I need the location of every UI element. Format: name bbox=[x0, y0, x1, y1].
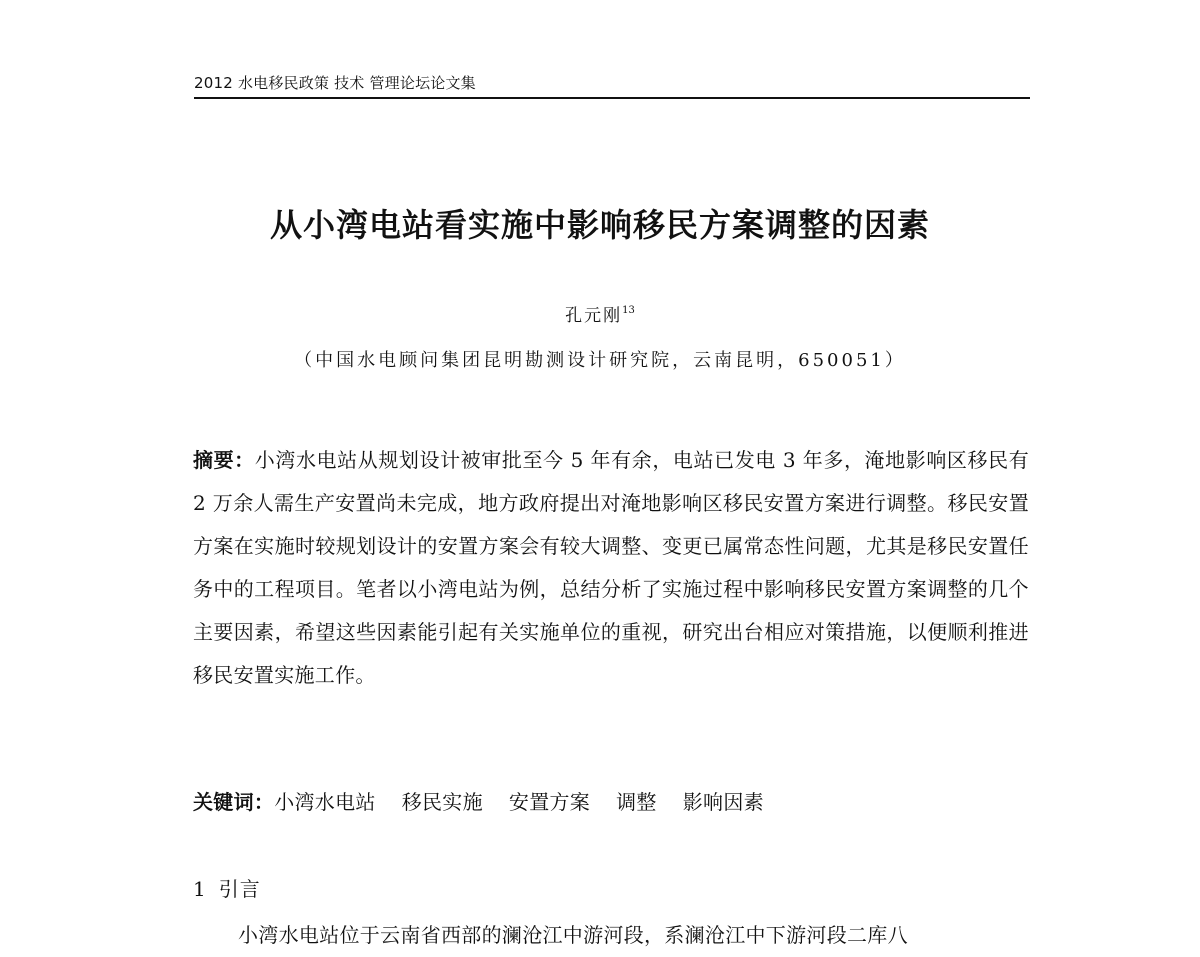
keyword-item: 安置方案 bbox=[508, 790, 591, 814]
section-number: 1 bbox=[193, 877, 207, 901]
section-title: 引言 bbox=[218, 877, 261, 901]
keyword-item: 调整 bbox=[616, 790, 657, 814]
author-line bbox=[0, 298, 1200, 329]
keywords-label: 关键词： bbox=[193, 790, 275, 814]
body-paragraph: 小湾水电站位于云南省西部的澜沧江中游河段，系澜沧江中下游河段二库八 bbox=[238, 923, 908, 947]
keywords bbox=[193, 781, 1029, 824]
keyword-item: 影响因素 bbox=[682, 790, 764, 814]
abstract bbox=[193, 439, 1029, 697]
keyword-item: 移民实施 bbox=[401, 790, 483, 814]
author-footnote-mark: 13 bbox=[622, 305, 635, 316]
running-header: 2012 水电移民政策 技术 管理论坛论文集 bbox=[194, 74, 476, 92]
header-divider bbox=[194, 97, 1030, 99]
abstract-text: 小湾水电站从规划设计被审批至今 5 年有余，电站已发电 3 年多，淹地影响区移民有 2 万余人需生产安置尚未完成，地方政府提出对淹地影响区移民安置方案进行调整。移民安置方案在实施时较规划设计的安置方案会有较大调整、变更已属常态性问题，尤其是移民安置任务中的工程项目。笔者以小湾电站为例，总结分析了实施过程中影响移民安置方案调整的几个主要因素，希望这些因素能引起有关实施单位的重视，研究出台相应对策措施，以便顺利推进移民安置实施工作。 bbox=[193, 448, 1029, 687]
keyword-item: 小湾水电站 bbox=[274, 790, 376, 814]
author-affiliation: （中国水电顾问集团昆明勘测设计研究院，云南昆明，650051） bbox=[294, 350, 906, 371]
author-name: 孔元刚 bbox=[565, 306, 623, 326]
abstract-label: 摘要： bbox=[193, 448, 255, 472]
paper-title: 从小湾电站看实施中影响移民方案调整的因素 bbox=[269, 206, 930, 244]
section-heading bbox=[193, 868, 261, 911]
